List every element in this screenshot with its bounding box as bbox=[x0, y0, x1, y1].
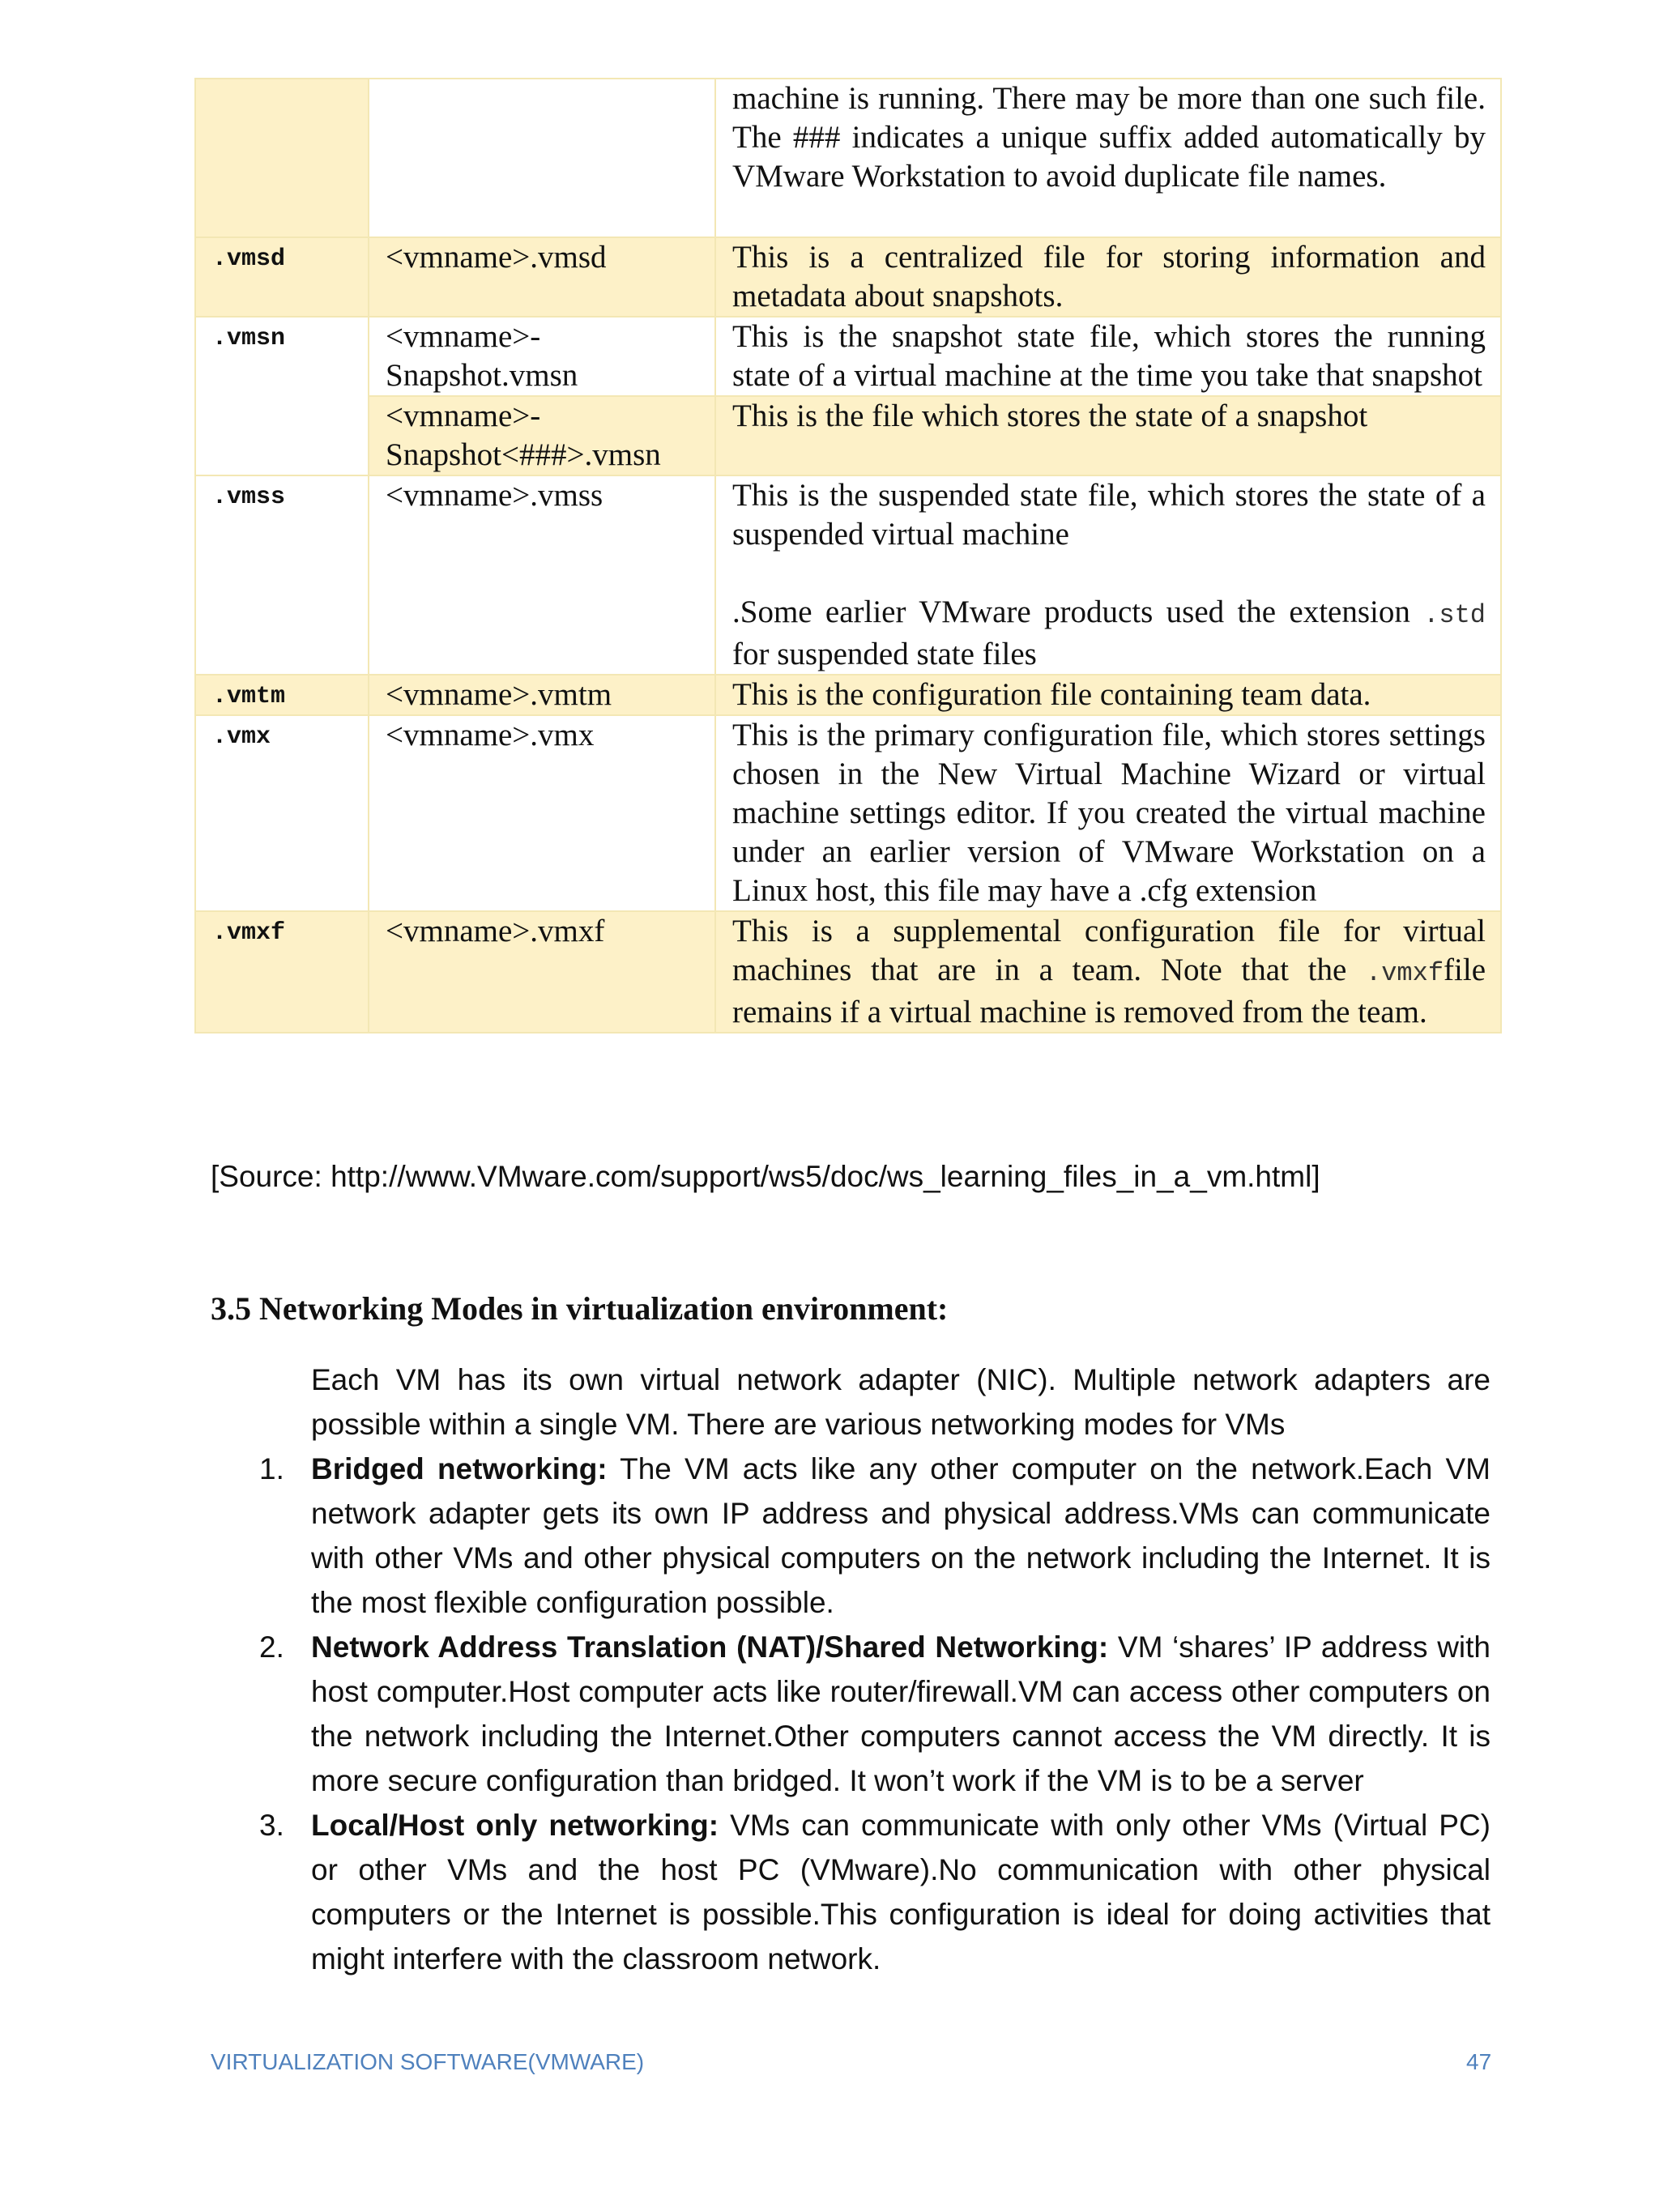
filename-cell: <vmname>.vmx bbox=[369, 715, 715, 911]
filename-cell bbox=[369, 79, 715, 237]
list-term: Bridged networking: bbox=[311, 1452, 608, 1485]
extension-cell: .vmxf bbox=[195, 911, 369, 1033]
filename-cell: <vmname>.vmss bbox=[369, 475, 715, 675]
table-row bbox=[195, 675, 1501, 715]
table-row bbox=[195, 911, 1501, 1033]
list-text: The VM acts like any other computer on the network.Each VM network adapter gets its own IP address and physical address.VMs can communicate with other VMs and other physical computers on the network including the Internet. It is the most flexible configuration possible. bbox=[311, 1452, 1491, 1619]
list-item bbox=[259, 1447, 1491, 1625]
list-term: Network Address Translation (NAT)/Shared Networking: bbox=[311, 1630, 1109, 1664]
list-number: 1. bbox=[259, 1452, 284, 1485]
source-citation: [Source: http://www.VMware.com/support/ws5/doc/ws_learning_files_in_a_vm.html] bbox=[211, 1160, 1320, 1193]
description-cell bbox=[715, 475, 1501, 675]
filename-cell: <vmname>.vmsd bbox=[369, 237, 715, 317]
description-cell: This is the configuration file containing team data. bbox=[715, 675, 1501, 715]
description-cell: This is the file which stores the state of a snapshot bbox=[715, 396, 1501, 475]
list-item bbox=[259, 1625, 1491, 1803]
extension-cell: .vmsd bbox=[195, 237, 369, 317]
description-cell: This is a supplemental configuration file for virtual machines that are in a team. Note that the .vmxffile remains if a virtual machine is removed from the team. bbox=[715, 911, 1501, 1033]
filename-cell: <vmname>-Snapshot<###>.vmsn bbox=[369, 396, 715, 475]
filename-cell: <vmname>-Snapshot.vmsn bbox=[369, 317, 715, 396]
table-row bbox=[195, 396, 1501, 475]
list-number: 2. bbox=[259, 1630, 284, 1664]
file-extension-table bbox=[194, 78, 1500, 1034]
description-text: This is the suspended state file, which stores the state of a suspended virtual machine bbox=[732, 478, 1486, 552]
extension-cell bbox=[195, 79, 369, 237]
description-cell: machine is running. There may be more than one such file. The ### indicates a unique suffix added automatically by VMware Workstation to avoid duplicate file names. bbox=[715, 79, 1501, 237]
footer-title: VIRTUALIZATION SOFTWARE(VMWARE) bbox=[211, 2049, 645, 2074]
intro-paragraph: Each VM has its own virtual network adapter (NIC). Multiple network adapters are possible within a single VM. There are various networking modes for VMs bbox=[311, 1363, 1491, 1441]
section-heading: 3.5 Networking Modes in virtualization environment: bbox=[211, 1290, 949, 1327]
description-cell: This is the snapshot state file, which stores the running state of a virtual machine at the time you take that snapshot bbox=[715, 317, 1501, 396]
table-row bbox=[195, 79, 1501, 237]
list-text: VM ‘shares’ IP address with host computer.Host computer acts like router/firewall.VM can access other computers on the network including the Internet.Other computers cannot access the VM directly. It is more secure configuration than bridged. It won’t work if the VM is to be a server bbox=[311, 1630, 1491, 1797]
table-row bbox=[195, 475, 1501, 675]
description-cell: This is a centralized file for storing information and metadata about snapshots. bbox=[715, 237, 1501, 317]
table-row bbox=[195, 715, 1501, 911]
page-number: 47 bbox=[1466, 2049, 1492, 2074]
filename-cell: <vmname>.vmtm bbox=[369, 675, 715, 715]
code-text: .vmxf bbox=[1366, 958, 1444, 988]
networking-modes-list bbox=[259, 1447, 1491, 1981]
extension-cell: .vmsn bbox=[195, 317, 369, 475]
code-text: .std bbox=[1423, 600, 1486, 630]
table-row bbox=[195, 317, 1501, 396]
extension-cell: .vmx bbox=[195, 715, 369, 911]
list-text: VMs can communicate with only other VMs (Virtual PC) or other VMs and the host PC (VMware).No communication with other physical computers or the Internet is possible.This configuration is ideal for doing activities that might interfere with the classroom network. bbox=[311, 1809, 1491, 1975]
description-cell: This is the primary configuration file, which stores settings chosen in the New Virtual Machine Wizard or virtual machine settings editor. If you created the virtual machine under an earlier version of VMware Workstation on a Linux host, this file may have a .cfg extension bbox=[715, 715, 1501, 911]
extension-cell: .vmtm bbox=[195, 675, 369, 715]
table-row bbox=[195, 237, 1501, 317]
list-number: 3. bbox=[259, 1809, 284, 1842]
list-term: Local/Host only networking: bbox=[311, 1809, 719, 1842]
filename-cell: <vmname>.vmxf bbox=[369, 911, 715, 1033]
vm-files-table bbox=[194, 78, 1502, 1034]
list-item bbox=[259, 1803, 1491, 1981]
extension-cell: .vmss bbox=[195, 475, 369, 675]
description-note: .Some earlier VMware products used the extension .std for suspended state files bbox=[732, 595, 1486, 671]
